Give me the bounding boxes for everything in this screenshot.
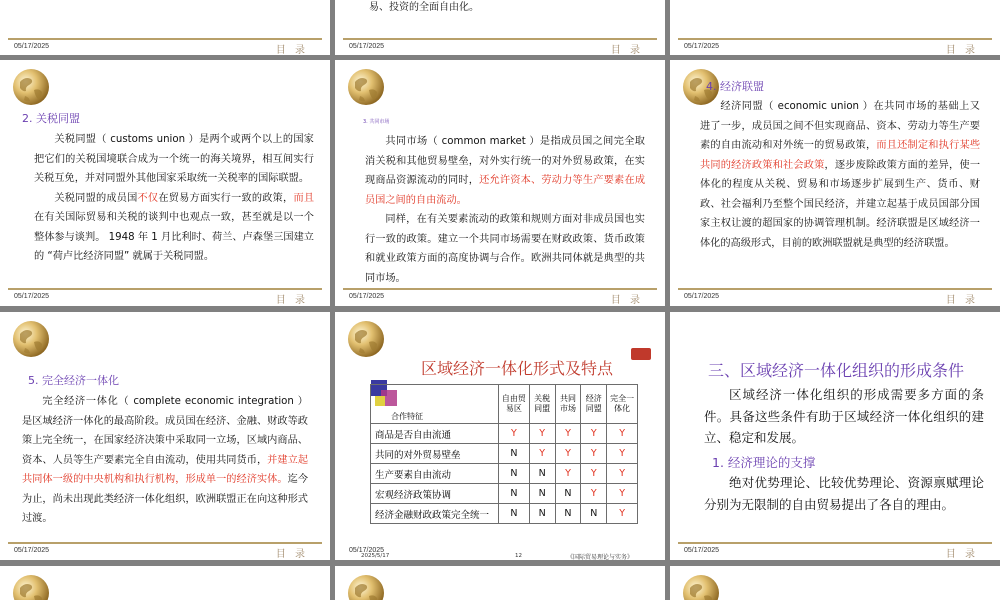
table-corner-header: 合作特征 <box>371 385 499 424</box>
toc-link[interactable]: 目 录 <box>945 549 978 560</box>
table-column-header: 关税同盟 <box>529 385 555 424</box>
slide-heading: 4. 经济联盟 <box>706 80 764 93</box>
table-cell: Y <box>607 424 638 444</box>
highlight-text: 还允许资本、劳动力等生产要素在成员国之间的自由流动。 <box>365 175 646 206</box>
table-cell: Y <box>555 444 581 464</box>
text-run: 完全经济一体化（ complete economic integration ）是区域经济一体化的最高阶段。成员国在经济、金融、财政等政策上完全统一，在国家经济决策中采取同一立场，区域内商品、资本、人员等生产要素完全自由流动，使用共同货币， <box>22 396 308 466</box>
footer-divider <box>678 288 992 290</box>
table-row-label: 生产要素自由流动 <box>371 464 499 484</box>
toc-link[interactable]: 目 录 <box>610 295 643 306</box>
table-row-label: 共同的对外贸易壁垒 <box>371 444 499 464</box>
footer-date: 05/17/2025 <box>684 547 720 554</box>
slide-logo-mark <box>631 348 651 360</box>
table-cell: Y <box>607 464 638 484</box>
slide-top-middle <box>335 0 665 55</box>
globe-logo-icon <box>12 320 50 358</box>
globe-logo-icon <box>682 574 720 600</box>
highlight-text: 不仅 <box>137 192 159 204</box>
footer-date: 05/17/2025 <box>349 547 385 554</box>
table-cell: N <box>499 484 530 504</box>
slide-body <box>22 392 308 529</box>
table-row <box>371 484 638 504</box>
globe-logo-icon <box>12 574 50 600</box>
slide-subheading: 1. 经济理论的支撑 <box>712 455 816 470</box>
globe-logo-icon <box>12 68 50 106</box>
slide-integration-table[interactable] <box>335 312 665 560</box>
globe-logo-icon <box>347 68 385 106</box>
highlight-text: 并建立起共同体一级的中央机构和执行机构，形成单一的经济实体。 <box>22 454 309 485</box>
table-row <box>371 444 638 464</box>
footer-divider <box>8 542 322 544</box>
table-column-header: 经济同盟 <box>581 385 607 424</box>
highlight-text: 而且 <box>293 192 315 204</box>
footer-date: 05/17/2025 <box>14 43 50 50</box>
slide-complete-integration[interactable] <box>0 312 330 560</box>
text-run: 在贸易方面实行一致的政策， <box>158 192 294 204</box>
slide-heading: 三、区域经济一体化组织的形成条件 <box>708 361 965 380</box>
table-row-label: 经济金融财政政策完全统一 <box>371 504 499 524</box>
table-cell: N <box>529 504 555 524</box>
footer-date: 05/17/2025 <box>349 43 385 50</box>
footer-divider <box>8 38 322 40</box>
table-cell: Y <box>581 444 607 464</box>
table-row-label: 宏观经济政策协调 <box>371 484 499 504</box>
slide-economic-union[interactable] <box>670 60 1000 306</box>
footer-date: 05/17/2025 <box>349 293 385 300</box>
table-row <box>371 504 638 524</box>
footer-divider <box>8 288 322 290</box>
slide-top-left <box>0 0 330 55</box>
table-cell: Y <box>607 444 638 464</box>
table-cell: Y <box>581 424 607 444</box>
paragraph <box>34 189 314 267</box>
paragraph: 关税同盟（ customs union ）是两个或两个以上的国家把它们的关税国境联合成为一个统一的海关境界，相互间实行关税互免，并对同盟外其他国家采取统一关税率的国际联盟。 <box>34 134 314 184</box>
table-cell: N <box>555 484 581 504</box>
table-cell: N <box>499 444 530 464</box>
table-cell: N <box>529 464 555 484</box>
table-title: 区域经济一体化形式及特点 <box>421 359 614 378</box>
text-run: ，逐步废除政策方面的差异，使一体化的程度从关税、贸易和市场逐步扩展到生产、货币、财政、社会福利乃至整个国民经济，并建立起基于成员国部分国家主权让渡的超国家的协调管理机制。经济联盟是区域经济一体化的高级形式，目前的欧洲联盟就是典型的经济联盟。 <box>700 159 981 249</box>
slide-heading: 2. 关税同盟 <box>22 112 80 125</box>
toc-link[interactable]: 目 录 <box>610 45 643 55</box>
text-run: 关税同盟的成员国 <box>54 192 138 204</box>
table-cell: Y <box>581 464 607 484</box>
slide-heading: 3. 共同市场 <box>363 119 390 125</box>
slide-top-right <box>670 0 1000 55</box>
table-column-header: 共同市场 <box>555 385 581 424</box>
table-cell: Y <box>607 484 638 504</box>
table-header-row <box>371 385 638 424</box>
globe-logo-icon <box>347 320 385 358</box>
slide-body <box>365 132 645 288</box>
table-cell: N <box>555 504 581 524</box>
toc-link[interactable]: 目 录 <box>275 549 308 560</box>
footer-divider <box>343 288 657 290</box>
table-body <box>371 424 638 524</box>
slide-body <box>34 130 314 267</box>
table-cell: N <box>581 504 607 524</box>
footer-date: 05/17/2025 <box>14 547 50 554</box>
table-column-header: 完全一体化 <box>607 385 638 424</box>
slide-body <box>704 384 984 449</box>
slide-body <box>704 472 984 515</box>
table-cell: Y <box>529 444 555 464</box>
paragraph <box>365 132 645 210</box>
footer-divider <box>678 542 992 544</box>
integration-table <box>370 384 638 524</box>
table-cell: Y <box>555 424 581 444</box>
toc-link[interactable]: 目 录 <box>275 45 308 55</box>
paragraph: 同样，在有关要素流动的政策和规则方面对非成员国也实行一致的政策。建立一个共同市场需要在财政政策、货币政策和就业政策方面的高度协调与合作。欧洲共同体就是典型的共同市场。 <box>365 214 645 284</box>
slide-formation-conditions[interactable] <box>670 312 1000 560</box>
text-run: 在有关国际贸易和关税的谈判中也观点一致，甚至就是以一个整体参与谈判。 1948 年 1 月比利时、荷兰、卢森堡三国建立的 “荷卢比经济同盟” 就属于关税同盟。 <box>34 212 314 262</box>
slide-bottom-right <box>670 566 1000 600</box>
toc-link[interactable]: 目 录 <box>275 295 308 306</box>
toc-link[interactable]: 目 录 <box>945 295 978 306</box>
highlight-text: 而且还制定和执行某些共同的经济政策和社会政策 <box>700 140 981 171</box>
table-cell: N <box>529 484 555 504</box>
footer-divider <box>678 38 992 40</box>
slide-heading: 5. 完全经济一体化 <box>28 374 119 387</box>
text-run: 经济同盟（ economic union ）在共同市场的基础上又进了一步，成员国之间不但实现商品、资本、劳动力等生产要素的自由流动和对外统一的贸易政策， <box>700 101 980 151</box>
table-cell: N <box>499 504 530 524</box>
footer-date: 05/17/2025 <box>684 293 720 300</box>
table-row-label: 商品是否自由流通 <box>371 424 499 444</box>
table-row <box>371 424 638 444</box>
slide-book-title: 《国际贸易理论与实务》 <box>567 554 634 560</box>
slide-body <box>700 97 980 253</box>
toc-link[interactable]: 目 录 <box>945 45 978 55</box>
slide-bottom-left <box>0 566 330 600</box>
slide-bottom-middle <box>335 566 665 600</box>
table-cell: Y <box>499 424 530 444</box>
table-cell: Y <box>529 424 555 444</box>
paragraph <box>700 97 980 253</box>
slide-text-fragment: 易、投资的全面自由化。 <box>369 2 479 13</box>
table-cell: Y <box>555 464 581 484</box>
slide-footer-date: 2025/5/17 <box>361 553 390 559</box>
table-row <box>371 464 638 484</box>
table-cell: N <box>499 464 530 484</box>
table-column-header: 自由贸易区 <box>499 385 530 424</box>
footer-date: 05/17/2025 <box>14 293 50 300</box>
text-run: 共同市场（ common market ）是指成员国之间完全取消关税和其他贸易壁垒，对外实行统一的对外贸易政策，在实现商品资源流动的同时， <box>365 136 645 186</box>
paragraph: 绝对优势理论、比较优势理论、资源禀赋理论分别为无限制的自由贸易提出了各自的理由。 <box>704 475 984 512</box>
footer-date: 05/17/2025 <box>684 43 720 50</box>
footer-divider <box>343 38 657 40</box>
table-cell: Y <box>581 484 607 504</box>
table-cell: Y <box>607 504 638 524</box>
paragraph <box>22 392 308 529</box>
text-run: 迄今为止，尚未出现此类经济一体化组织，欧洲联盟正在向这种形式过渡。 <box>22 474 309 524</box>
slide-page-number: 12 <box>515 553 522 559</box>
paragraph: 区域经济一体化组织的形成需要多方面的条件。具备这些条件有助于区域经济一体化组织的建立、稳定和发展。 <box>704 387 984 445</box>
slide-common-market[interactable] <box>335 60 665 306</box>
slide-customs-union[interactable] <box>0 60 330 306</box>
globe-logo-icon <box>347 574 385 600</box>
